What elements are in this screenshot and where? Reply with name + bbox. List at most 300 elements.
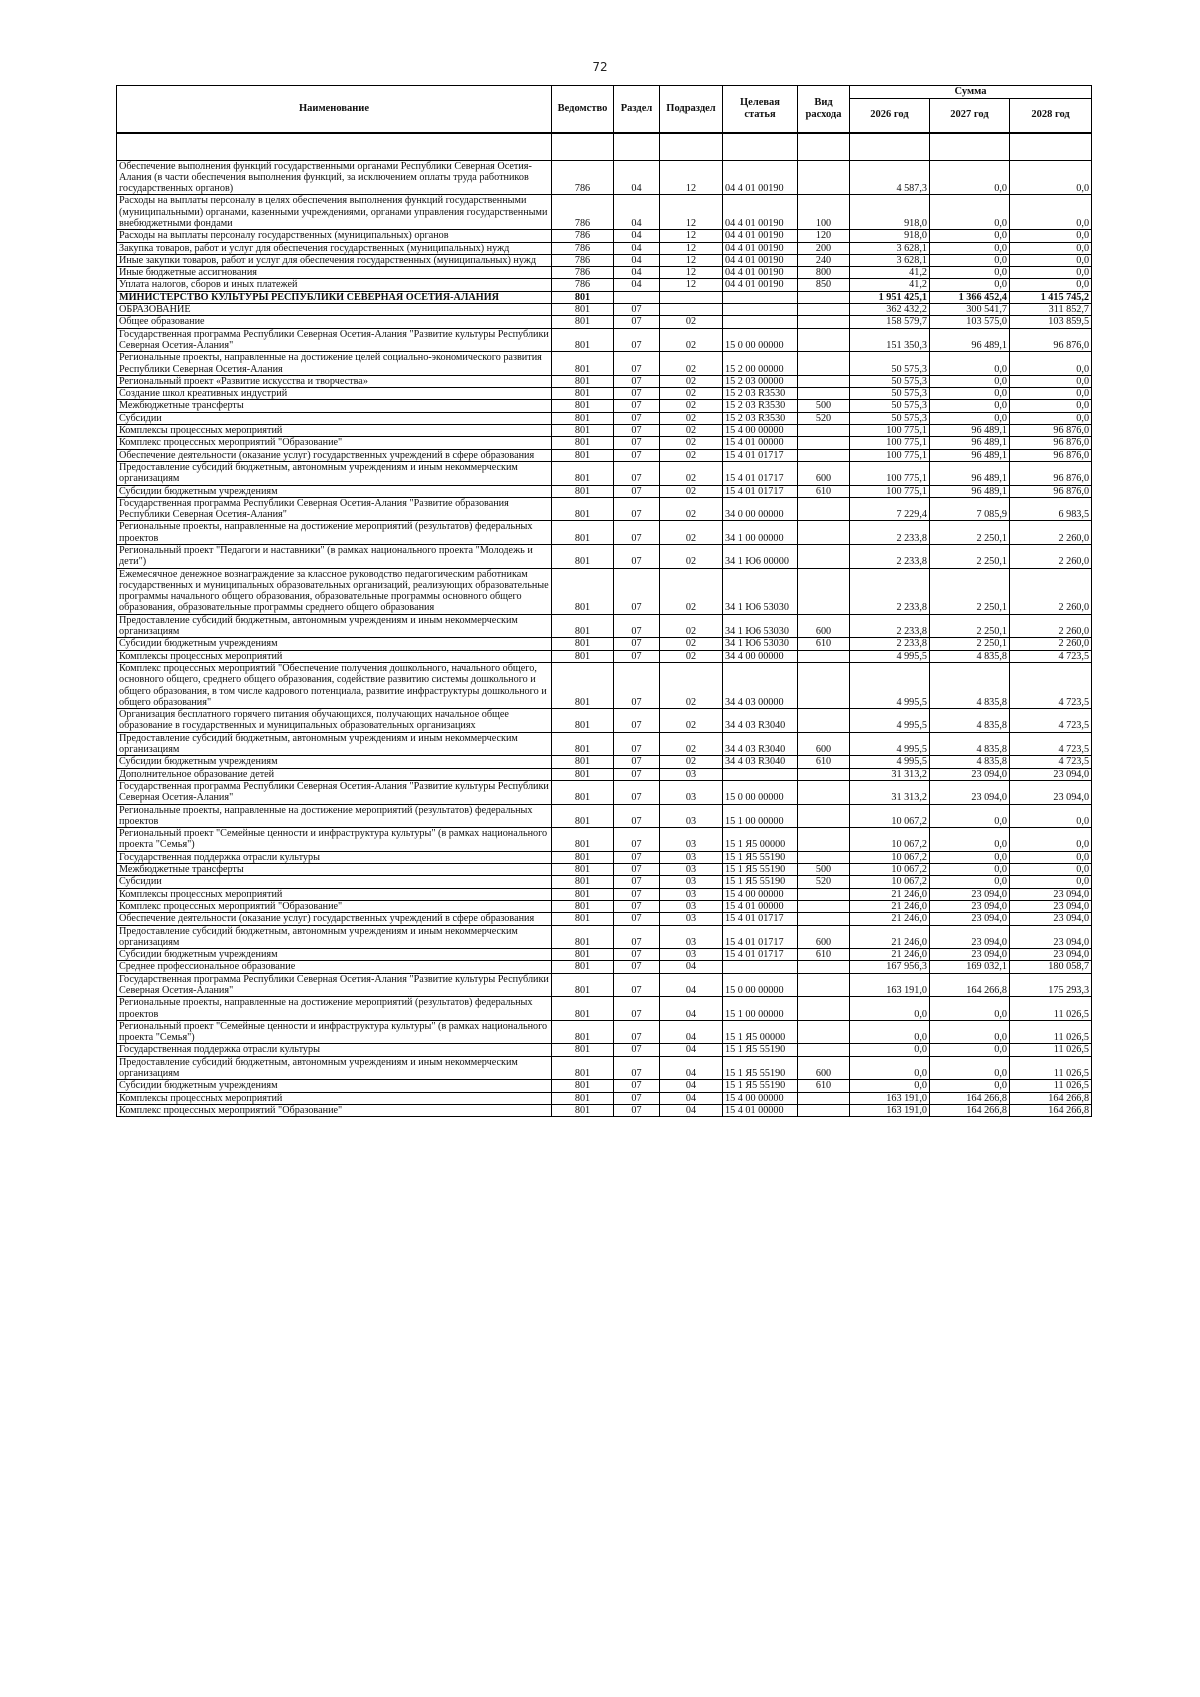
cell-2026: 21 246,0 — [850, 900, 930, 912]
cell-name: Комплекс процессных мероприятий "Образование" — [117, 900, 552, 912]
cell-2026: 21 246,0 — [850, 888, 930, 900]
cell-target: 15 0 00 00000 — [723, 973, 798, 997]
table-row — [117, 375, 1092, 387]
cell-name: Предоставление субсидий бюджетным, автономным учреждениям и иным некоммерческим организациям — [117, 925, 552, 949]
cell-subsection: 03 — [660, 768, 723, 780]
cell-2026: 100 775,1 — [850, 425, 930, 437]
cell-target: 15 2 03 R3530 — [723, 412, 798, 424]
cell-2028: 175 293,3 — [1010, 973, 1092, 997]
cell-target: 15 4 00 00000 — [723, 1092, 798, 1104]
cell-2028: 6 983,5 — [1010, 497, 1092, 521]
cell-subsection: 04 — [660, 973, 723, 997]
cell-subsection: 03 — [660, 864, 723, 876]
cell-dept: 786 — [552, 242, 614, 254]
cell-subsection: 02 — [660, 709, 723, 733]
cell-dept: 801 — [552, 375, 614, 387]
cell-name: ОБРАЗОВАНИЕ — [117, 304, 552, 316]
cell-dept: 801 — [552, 768, 614, 780]
cell-exp-type: 600 — [798, 1056, 850, 1080]
cell-subsection — [660, 291, 723, 303]
header-exp-type: Вид расхода — [798, 86, 850, 133]
cell-2028: 2 260,0 — [1010, 545, 1092, 569]
header-2027: 2027 год — [930, 99, 1010, 133]
cell-target: 15 4 01 00000 — [723, 437, 798, 449]
cell-name: Комплекс процессных мероприятий "Обеспечение получения дошкольного, начального общего, основного общего, среднего общего образования, содействие развитию системы дошкольного и общего образования, в том числе кадрового потенциала, развитие инфраструктуры дошкольного и общего образования" — [117, 662, 552, 708]
cell-dept: 801 — [552, 973, 614, 997]
table-row — [117, 732, 1092, 756]
cell-exp-type — [798, 804, 850, 828]
cell-2026: 4 995,5 — [850, 732, 930, 756]
cell-exp-type: 500 — [798, 864, 850, 876]
cell-name: Предоставление субсидий бюджетным, автономным учреждениям и иным некоммерческим организациям — [117, 732, 552, 756]
cell-2028: 0,0 — [1010, 851, 1092, 863]
cell-dept: 801 — [552, 568, 614, 614]
cell-2027: 164 266,8 — [930, 973, 1010, 997]
cell-exp-type — [798, 900, 850, 912]
cell-dept: 801 — [552, 400, 614, 412]
cell-dept: 801 — [552, 997, 614, 1021]
cell-exp-type: 610 — [798, 638, 850, 650]
cell-subsection: 03 — [660, 913, 723, 925]
cell-subsection: 03 — [660, 888, 723, 900]
cell-exp-type: 600 — [798, 461, 850, 485]
cell-2027: 4 835,8 — [930, 732, 1010, 756]
cell-2026: 1 951 425,1 — [850, 291, 930, 303]
cell-subsection: 03 — [660, 876, 723, 888]
cell-2026: 10 067,2 — [850, 851, 930, 863]
cell-2027: 169 032,1 — [930, 961, 1010, 973]
cell-2028: 23 094,0 — [1010, 913, 1092, 925]
cell-subsection: 02 — [660, 756, 723, 768]
cell-target — [723, 291, 798, 303]
cell-target: 15 0 00 00000 — [723, 780, 798, 804]
cell-section — [614, 291, 660, 303]
cell-2028: 2 260,0 — [1010, 521, 1092, 545]
cell-2026: 0,0 — [850, 997, 930, 1021]
cell-subsection: 02 — [660, 638, 723, 650]
cell-exp-type — [798, 497, 850, 521]
table-row — [117, 1044, 1092, 1056]
cell-target: 15 4 01 00000 — [723, 1104, 798, 1116]
cell-section: 07 — [614, 997, 660, 1021]
cell-subsection: 02 — [660, 614, 723, 638]
table-row — [117, 497, 1092, 521]
cell-name: Комплексы процессных мероприятий — [117, 888, 552, 900]
cell-2028: 23 094,0 — [1010, 768, 1092, 780]
cell-2026: 2 233,8 — [850, 568, 930, 614]
cell-2026: 362 432,2 — [850, 304, 930, 316]
cell-dept: 801 — [552, 709, 614, 733]
cell-target: 34 4 03 R3040 — [723, 709, 798, 733]
table-header — [117, 86, 1092, 133]
cell-exp-type: 200 — [798, 242, 850, 254]
cell-name: Расходы на выплаты персоналу государственных (муниципальных) органов — [117, 230, 552, 242]
cell-2027: 2 250,1 — [930, 614, 1010, 638]
cell-dept: 801 — [552, 545, 614, 569]
cell-2026: 0,0 — [850, 1020, 930, 1044]
cell-dept: 801 — [552, 900, 614, 912]
cell-2028: 96 876,0 — [1010, 461, 1092, 485]
cell-subsection: 02 — [660, 425, 723, 437]
cell-subsection: 02 — [660, 388, 723, 400]
cell-2027: 23 094,0 — [930, 768, 1010, 780]
cell-section: 07 — [614, 638, 660, 650]
cell-2026: 918,0 — [850, 195, 930, 230]
cell-2027: 0,0 — [930, 242, 1010, 254]
cell-2027: 23 094,0 — [930, 949, 1010, 961]
cell-target — [723, 304, 798, 316]
cell-2026: 0,0 — [850, 1080, 930, 1092]
cell-2027: 96 489,1 — [930, 449, 1010, 461]
cell-section: 07 — [614, 614, 660, 638]
table-row — [117, 888, 1092, 900]
cell-name: Субсидии бюджетным учреждениям — [117, 485, 552, 497]
cell-2027: 300 541,7 — [930, 304, 1010, 316]
cell-2027: 2 250,1 — [930, 545, 1010, 569]
cell-dept: 801 — [552, 485, 614, 497]
cell-2028: 96 876,0 — [1010, 437, 1092, 449]
cell-2026: 100 775,1 — [850, 461, 930, 485]
cell-2028: 96 876,0 — [1010, 485, 1092, 497]
cell-2027: 0,0 — [930, 375, 1010, 387]
cell-name: Комплексы процессных мероприятий — [117, 650, 552, 662]
table-row — [117, 461, 1092, 485]
cell-section: 07 — [614, 437, 660, 449]
cell-exp-type — [798, 913, 850, 925]
cell-dept: 801 — [552, 328, 614, 352]
cell-section: 07 — [614, 864, 660, 876]
cell-dept: 801 — [552, 780, 614, 804]
cell-dept: 801 — [552, 732, 614, 756]
table-row — [117, 864, 1092, 876]
cell-name: Обеспечение деятельности (оказание услуг) государственных учреждений в сфере образования — [117, 449, 552, 461]
cell-dept: 801 — [552, 1056, 614, 1080]
table-row — [117, 638, 1092, 650]
cell-dept: 786 — [552, 230, 614, 242]
cell-subsection: 03 — [660, 949, 723, 961]
cell-2026: 167 956,3 — [850, 961, 930, 973]
cell-2027: 0,0 — [930, 267, 1010, 279]
table-row — [117, 1020, 1092, 1044]
cell-section: 04 — [614, 254, 660, 266]
cell-section: 07 — [614, 412, 660, 424]
table-row — [117, 545, 1092, 569]
cell-target: 15 4 01 01717 — [723, 461, 798, 485]
cell-2026: 918,0 — [850, 230, 930, 242]
cell-target: 15 2 03 R3530 — [723, 400, 798, 412]
cell-dept: 801 — [552, 1080, 614, 1092]
cell-2028: 11 026,5 — [1010, 1020, 1092, 1044]
cell-dept: 801 — [552, 412, 614, 424]
table-row — [117, 756, 1092, 768]
cell-exp-type — [798, 973, 850, 997]
cell-2028: 0,0 — [1010, 400, 1092, 412]
cell-2026: 163 191,0 — [850, 1092, 930, 1104]
cell-target: 34 1 Ю6 53030 — [723, 614, 798, 638]
table-row — [117, 230, 1092, 242]
cell-2027: 0,0 — [930, 1080, 1010, 1092]
table-row — [117, 304, 1092, 316]
cell-2027: 23 094,0 — [930, 900, 1010, 912]
cell-2028: 4 723,5 — [1010, 662, 1092, 708]
cell-subsection: 02 — [660, 400, 723, 412]
cell-exp-type — [798, 662, 850, 708]
cell-2026: 41,2 — [850, 267, 930, 279]
cell-subsection: 04 — [660, 997, 723, 1021]
cell-exp-type — [798, 961, 850, 973]
header-target: Целевая статья — [723, 86, 798, 133]
cell-subsection: 02 — [660, 328, 723, 352]
header-2028: 2028 год — [1010, 99, 1092, 133]
cell-subsection: 03 — [660, 925, 723, 949]
cell-target: 15 1 Я5 55190 — [723, 876, 798, 888]
cell-2028: 4 723,5 — [1010, 732, 1092, 756]
cell-subsection — [660, 304, 723, 316]
cell-target: 15 1 Я5 55190 — [723, 1044, 798, 1056]
cell-subsection: 02 — [660, 568, 723, 614]
cell-exp-type — [798, 449, 850, 461]
cell-target: 15 4 00 00000 — [723, 888, 798, 900]
cell-subsection: 02 — [660, 352, 723, 376]
cell-2027: 0,0 — [930, 851, 1010, 863]
cell-2028: 96 876,0 — [1010, 449, 1092, 461]
cell-section: 07 — [614, 780, 660, 804]
cell-name: Организация бесплатного горячего питания обучающихся, получающих начальное общее образование в государственных и муниципальных образовательных организациях — [117, 709, 552, 733]
cell-dept: 786 — [552, 279, 614, 291]
cell-2028: 180 058,7 — [1010, 961, 1092, 973]
cell-subsection: 02 — [660, 650, 723, 662]
cell-section: 07 — [614, 709, 660, 733]
cell-name: Обеспечение выполнения функций государственными органами Республики Северная Осетия-Алания (в части обеспечения выполнения функций, за исключением оплаты труда работников государственных органов) — [117, 160, 552, 195]
cell-dept: 801 — [552, 851, 614, 863]
cell-section: 07 — [614, 851, 660, 863]
cell-subsection: 12 — [660, 267, 723, 279]
cell-dept: 801 — [552, 925, 614, 949]
cell-section: 04 — [614, 160, 660, 195]
cell-subsection: 02 — [660, 662, 723, 708]
cell-2027: 23 094,0 — [930, 925, 1010, 949]
cell-exp-type: 610 — [798, 756, 850, 768]
cell-2026: 21 246,0 — [850, 925, 930, 949]
cell-exp-type — [798, 1020, 850, 1044]
cell-target: 34 4 03 R3040 — [723, 756, 798, 768]
cell-section: 07 — [614, 1020, 660, 1044]
cell-2027: 0,0 — [930, 388, 1010, 400]
cell-2026: 50 575,3 — [850, 375, 930, 387]
cell-2027: 103 575,0 — [930, 316, 1010, 328]
cell-2028: 4 723,5 — [1010, 650, 1092, 662]
cell-2026: 41,2 — [850, 279, 930, 291]
cell-section: 07 — [614, 662, 660, 708]
cell-name: Ежемесячное денежное вознаграждение за классное руководство педагогическим работникам государственных и муниципальных образовательных организаций, реализующих образовательные программы начального общего образования, образовательные программы основного общего образования, образовательные программы среднего общего образования — [117, 568, 552, 614]
cell-dept: 801 — [552, 1044, 614, 1056]
cell-2027: 0,0 — [930, 230, 1010, 242]
table-row — [117, 352, 1092, 376]
cell-section: 07 — [614, 828, 660, 852]
cell-target: 34 4 00 00000 — [723, 650, 798, 662]
cell-section: 07 — [614, 949, 660, 961]
cell-exp-type — [798, 521, 850, 545]
cell-exp-type: 800 — [798, 267, 850, 279]
table-row — [117, 279, 1092, 291]
cell-target: 04 4 01 00190 — [723, 279, 798, 291]
cell-2027: 2 250,1 — [930, 568, 1010, 614]
cell-exp-type: 520 — [798, 412, 850, 424]
cell-dept: 801 — [552, 864, 614, 876]
table-row — [117, 913, 1092, 925]
table-row — [117, 328, 1092, 352]
cell-dept: 801 — [552, 497, 614, 521]
cell-target: 04 4 01 00190 — [723, 160, 798, 195]
cell-2026: 2 233,8 — [850, 521, 930, 545]
cell-exp-type — [798, 375, 850, 387]
table-row — [117, 412, 1092, 424]
table-row — [117, 768, 1092, 780]
cell-2028: 23 094,0 — [1010, 925, 1092, 949]
cell-2027: 4 835,8 — [930, 709, 1010, 733]
cell-subsection: 12 — [660, 242, 723, 254]
cell-target: 04 4 01 00190 — [723, 267, 798, 279]
cell-name: Региональные проекты, направленные на достижение мероприятий (результатов) федеральных проектов — [117, 521, 552, 545]
cell-exp-type: 500 — [798, 400, 850, 412]
header-section: Раздел — [614, 86, 660, 133]
table-row — [117, 650, 1092, 662]
header-spacer-row — [117, 133, 1092, 161]
cell-dept: 801 — [552, 961, 614, 973]
cell-2028: 4 723,5 — [1010, 709, 1092, 733]
table-row — [117, 160, 1092, 195]
cell-target: 04 4 01 00190 — [723, 254, 798, 266]
cell-2027: 23 094,0 — [930, 913, 1010, 925]
cell-exp-type — [798, 352, 850, 376]
cell-subsection: 02 — [660, 437, 723, 449]
cell-exp-type — [798, 1092, 850, 1104]
cell-name: Межбюджетные трансферты — [117, 400, 552, 412]
cell-section: 07 — [614, 568, 660, 614]
cell-exp-type: 610 — [798, 485, 850, 497]
table-row — [117, 709, 1092, 733]
cell-name: Субсидии — [117, 876, 552, 888]
cell-2027: 96 489,1 — [930, 461, 1010, 485]
cell-section: 07 — [614, 888, 660, 900]
cell-target: 15 1 Я5 55190 — [723, 1056, 798, 1080]
cell-2028: 103 859,5 — [1010, 316, 1092, 328]
cell-subsection: 04 — [660, 1092, 723, 1104]
cell-exp-type: 610 — [798, 949, 850, 961]
cell-target: 34 0 00 00000 — [723, 497, 798, 521]
cell-2028: 0,0 — [1010, 828, 1092, 852]
cell-section: 07 — [614, 1080, 660, 1092]
cell-section: 07 — [614, 425, 660, 437]
cell-section: 07 — [614, 973, 660, 997]
cell-2026: 50 575,3 — [850, 388, 930, 400]
cell-2028: 0,0 — [1010, 864, 1092, 876]
cell-2028: 11 026,5 — [1010, 1056, 1092, 1080]
cell-subsection: 02 — [660, 485, 723, 497]
cell-exp-type: 100 — [798, 195, 850, 230]
cell-name: Субсидии — [117, 412, 552, 424]
table-row — [117, 316, 1092, 328]
cell-section: 07 — [614, 352, 660, 376]
cell-exp-type — [798, 888, 850, 900]
cell-exp-type — [798, 709, 850, 733]
cell-2028: 164 266,8 — [1010, 1092, 1092, 1104]
cell-dept: 801 — [552, 352, 614, 376]
cell-subsection: 02 — [660, 449, 723, 461]
cell-2028: 96 876,0 — [1010, 328, 1092, 352]
table-row — [117, 876, 1092, 888]
table-row — [117, 780, 1092, 804]
header-2026: 2026 год — [850, 99, 930, 133]
cell-exp-type — [798, 160, 850, 195]
table-row — [117, 400, 1092, 412]
cell-dept: 801 — [552, 614, 614, 638]
table-row — [117, 242, 1092, 254]
table-row — [117, 1056, 1092, 1080]
cell-dept: 801 — [552, 304, 614, 316]
cell-subsection: 04 — [660, 961, 723, 973]
cell-target: 34 1 Ю6 53030 — [723, 638, 798, 650]
cell-dept: 801 — [552, 425, 614, 437]
table-row — [117, 425, 1092, 437]
cell-2027: 0,0 — [930, 160, 1010, 195]
cell-target: 04 4 01 00190 — [723, 195, 798, 230]
cell-2026: 10 067,2 — [850, 876, 930, 888]
cell-2026: 50 575,3 — [850, 412, 930, 424]
cell-name: Региональный проект "Семейные ценности и инфраструктура культуры" (в рамках национального проекта "Семья") — [117, 828, 552, 852]
cell-2026: 151 350,3 — [850, 328, 930, 352]
cell-2028: 0,0 — [1010, 195, 1092, 230]
budget-table — [116, 85, 1092, 1117]
table-row — [117, 1080, 1092, 1092]
cell-section: 07 — [614, 485, 660, 497]
cell-name: Комплекс процессных мероприятий "Образование" — [117, 437, 552, 449]
cell-subsection: 03 — [660, 780, 723, 804]
cell-name: Обеспечение деятельности (оказание услуг) государственных учреждений в сфере образования — [117, 913, 552, 925]
table-row — [117, 267, 1092, 279]
cell-2026: 3 628,1 — [850, 242, 930, 254]
cell-name: Дополнительное образование детей — [117, 768, 552, 780]
cell-exp-type — [798, 545, 850, 569]
cell-exp-type: 610 — [798, 1080, 850, 1092]
cell-2028: 0,0 — [1010, 254, 1092, 266]
cell-2027: 0,0 — [930, 997, 1010, 1021]
cell-2027: 23 094,0 — [930, 780, 1010, 804]
table-row — [117, 614, 1092, 638]
cell-2027: 0,0 — [930, 828, 1010, 852]
cell-exp-type — [798, 780, 850, 804]
cell-exp-type — [798, 328, 850, 352]
cell-subsection: 12 — [660, 195, 723, 230]
cell-section: 07 — [614, 497, 660, 521]
cell-exp-type — [798, 291, 850, 303]
cell-name: Иные бюджетные ассигнования — [117, 267, 552, 279]
cell-2026: 31 313,2 — [850, 780, 930, 804]
cell-dept: 801 — [552, 388, 614, 400]
cell-section: 04 — [614, 195, 660, 230]
cell-exp-type: 600 — [798, 614, 850, 638]
cell-2027: 0,0 — [930, 1020, 1010, 1044]
cell-subsection: 02 — [660, 732, 723, 756]
table-row — [117, 900, 1092, 912]
cell-name: Комплексы процессных мероприятий — [117, 425, 552, 437]
cell-section: 04 — [614, 279, 660, 291]
table-row — [117, 568, 1092, 614]
table-row — [117, 949, 1092, 961]
cell-name: Расходы на выплаты персоналу в целях обеспечения выполнения функций государственными (муниципальными) органами, казенными учреждениями, органами управления государственными внебюджетными фондами — [117, 195, 552, 230]
cell-name: Создание школ креативных индустрий — [117, 388, 552, 400]
header-name: Наименование — [117, 86, 552, 133]
